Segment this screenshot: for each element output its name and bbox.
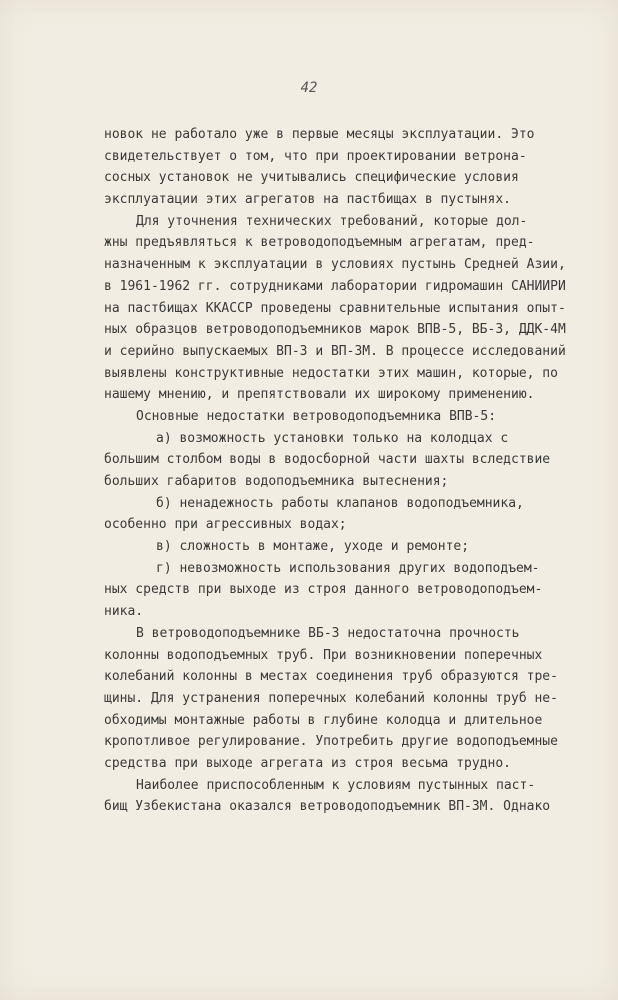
text-line: г) невозможность использования других водоподъем- — [156, 560, 540, 576]
text-line: ных средств при выходе из строя данного ветроводоподъем- — [104, 582, 543, 598]
text-line: ника. — [104, 604, 144, 620]
text-line: особенно при агрессивных водах; — [104, 517, 347, 533]
text-line: колонны водоподъемных труб. При возникновении поперечных — [104, 647, 543, 663]
text-line: Наиболее приспособленным к условиям пустынных паст- — [136, 777, 536, 793]
text-line: свидетельствует о том, что при проектировании ветрона- — [104, 148, 527, 164]
body-text — [104, 124, 594, 818]
text-line: в) сложность в монтаже, уходе и ремонте; — [156, 539, 470, 555]
text-line: обходимы монтажные работы в глубине колодца и длительное — [104, 712, 543, 728]
text-line: щины. Для устранения поперечных колебаний колонны труб не- — [104, 690, 558, 706]
text-line: ных образцов ветроводоподъемников марок ВПВ-5, ВБ-3, ДДК-4М — [104, 322, 566, 338]
text-line: сосных установок не учитывались специфические условия — [104, 170, 519, 186]
text-line: выявлены конструктивные недостатки этих машин, которые, по — [104, 365, 558, 381]
page-number: 42 — [300, 80, 318, 96]
text-line: назначенным к эксплуатации в условиях пустынь Средней Азии, — [104, 257, 566, 273]
text-line: В ветроводоподъемнике ВБ-3 недостаточна прочность — [136, 625, 520, 641]
text-line: и серийно выпускаемых ВП-3 и ВП-3М. В процессе исследований — [104, 343, 566, 359]
text-line: в 1961-1962 гг. сотрудниками лаборатории гидромашин САНИИРИ — [104, 278, 566, 294]
text-line: кропотливое регулирование. Употребить другие водоподъемные — [104, 734, 558, 750]
text-line: колебаний колонны в местах соединения труб образуются тре- — [104, 669, 558, 685]
text-line: Основные недостатки ветроводоподъемника ВПВ-5: — [136, 408, 497, 424]
text-line: нашему мнению, и препятствовали их широкому применению. — [104, 387, 535, 403]
text-line: бищ Узбекистана оказался ветроводоподъемник ВП-3М. Однако — [104, 799, 551, 815]
text-line: жны предъявляться к ветроводоподъемным агрегатам, пред- — [104, 235, 535, 251]
text-line: большим столбом воды в водосборной части шахты вследствие — [104, 452, 551, 468]
text-line: б) ненадежность работы клапанов водоподъемника, — [156, 495, 524, 511]
text-line: новок не работало уже в первые месяцы эксплуатации. Это — [104, 127, 535, 142]
text-line: больших габаритов водоподъемника вытеснения; — [104, 474, 449, 489]
text-line: Для уточнения технических требований, которые дол- — [136, 213, 528, 229]
text-line: на пастбищах ККАССР проведены сравнительные испытания опыт- — [104, 300, 566, 316]
text-line: эксплуатации этих агрегатов на пастбищах в пустынях. — [104, 192, 511, 208]
text-line: средства при выходе агрегата из строя весьма трудно. — [104, 755, 511, 771]
text-line: а) возможность установки только на колодцах с — [156, 430, 509, 446]
